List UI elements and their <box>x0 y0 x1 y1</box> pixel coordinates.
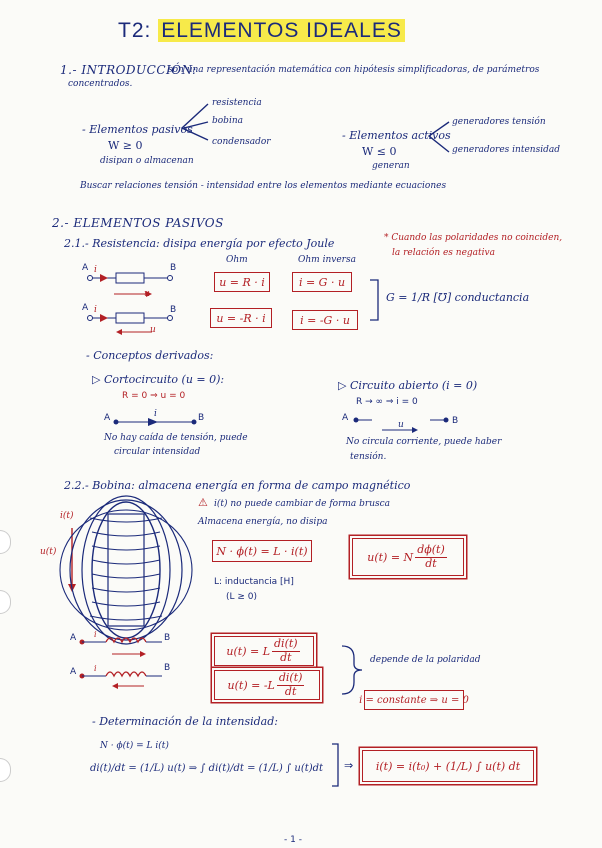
passive-note: disipan o almacenan <box>100 156 194 166</box>
passive-brace <box>180 100 210 144</box>
intro-text-1: son una representación matemática con hipótesis simplificadoras, de parámetros <box>168 65 540 75</box>
open-circuit-diagram <box>342 412 472 434</box>
open-circuit-note-1: No circula corriente, puede haber <box>346 437 502 447</box>
passive-item-resistance: resistencia <box>212 98 262 108</box>
passive-label: - Elementos pasivos <box>82 123 193 136</box>
voltage-label: u <box>150 325 156 335</box>
active-item-current: generadores intensidad <box>452 145 560 155</box>
svg-text:A: A <box>70 633 77 643</box>
conductance-definition: G = 1/R [℧] conductancia <box>386 291 530 304</box>
title-prefix: T2: <box>118 19 152 42</box>
derivation-bracket <box>330 742 342 790</box>
binder-hole <box>0 530 11 554</box>
resistance-heading: 2.1.- Resistencia: disipa energía por efecto Joule <box>64 237 335 250</box>
svg-text:A: A <box>342 413 349 423</box>
open-circuit-equation: R → ∞ ⇒ i = 0 <box>356 397 418 407</box>
node-a-label: A <box>82 263 89 273</box>
flux-equation: N · ϕ(t) = L · i(t) <box>212 540 312 562</box>
dphi-denominator: dt <box>425 556 437 570</box>
short-circuit-diagram <box>104 410 214 430</box>
di-denominator: dt <box>284 684 297 698</box>
passives-heading: 2.- ELEMENTOS PASIVOS <box>52 216 224 230</box>
svg-text:u: u <box>398 420 404 430</box>
di-numerator: di(t) <box>278 671 303 685</box>
binder-hole <box>0 590 11 614</box>
eq-ohm-inverse-negative: i = -G · u <box>292 310 358 330</box>
warning-icon: ⚠ <box>198 496 208 509</box>
polarity-brace <box>340 644 364 696</box>
ohm-label: Ohm <box>226 255 248 265</box>
svg-text:B: B <box>452 416 459 426</box>
coil-eq-positive <box>214 636 314 666</box>
constant-current-note: i = constante ⇒ u = 0 <box>364 690 464 710</box>
implies-arrow: ⇒ <box>344 759 354 772</box>
coil-warning: i(t) no puede cambiar de forma brusca <box>214 499 391 509</box>
current-label: i <box>94 265 97 275</box>
coil-circuit-diagrams <box>70 630 180 690</box>
short-circuit-equation: R = 0 ⇒ u = 0 <box>122 391 186 401</box>
derivation-step-1: N · ϕ(t) = L i(t) <box>100 741 169 751</box>
open-circuit-note-2: tensión. <box>350 452 387 462</box>
node-b-label: B <box>170 263 177 273</box>
voltage-label: u <box>144 289 150 299</box>
short-circuit-title: ▷ Cortocircuito (u = 0): <box>92 373 225 386</box>
page-number: - 1 - <box>284 835 302 845</box>
coil-eq-positive-lhs: u(t) = L <box>226 644 271 658</box>
svg-text:i: i <box>94 664 97 673</box>
resistance-note-1: * Cuando las polaridades no coinciden, <box>384 233 563 243</box>
node-a-label: A <box>82 303 89 313</box>
coil-heading: 2.2.- Bobina: almacena energía en forma de campo magnético <box>64 479 411 492</box>
dphi-numerator: dϕ(t) <box>417 543 445 557</box>
eq-ohm-inverse: i = G · u <box>292 272 352 292</box>
coil-eq-negative <box>214 670 320 700</box>
coil-voltage-flux-lhs: u(t) = N <box>367 550 414 564</box>
coil-stores-energy: Almacena energía, no disipa <box>198 517 328 527</box>
conductance-bracket <box>368 278 382 324</box>
active-label: - Elementos activos <box>342 129 451 142</box>
dphi-dt-fraction <box>415 544 447 569</box>
inductance-condition: (L ≥ 0) <box>226 592 258 602</box>
svg-text:B: B <box>198 413 205 423</box>
eq-ohm-negative: u = -R · i <box>210 308 272 328</box>
coil-drawing <box>60 496 196 644</box>
intro-goal: Buscar relaciones tensión - intensidad entre los elementos mediante ecuaciones <box>80 181 447 191</box>
svg-text:i: i <box>154 409 157 419</box>
coil-eq-negative-lhs: u(t) = -L <box>227 678 275 692</box>
di-dt-fraction <box>272 638 300 663</box>
intro-heading: 1.- INTRODUCCIÓN: <box>60 63 197 77</box>
eq-ohm: u = R · i <box>214 272 270 292</box>
active-condition: W ≤ 0 <box>362 145 397 158</box>
coil-current-label: i(t) <box>60 511 74 521</box>
page-title <box>118 20 405 41</box>
di-denominator: dt <box>280 650 292 664</box>
di-dt-fraction <box>277 672 305 697</box>
current-label: i <box>94 305 97 315</box>
current-determination-heading: - Determinación de la intensidad: <box>92 715 278 728</box>
svg-text:B: B <box>164 663 171 673</box>
resistor-diagram-2 <box>86 305 186 342</box>
short-circuit-note-1: No hay caída de tensión, puede <box>104 433 248 443</box>
passive-condition: W ≥ 0 <box>108 139 143 152</box>
active-brace <box>425 118 451 158</box>
passive-item-coil: bobina <box>212 116 243 126</box>
node-b-label: B <box>170 305 177 315</box>
binder-hole <box>0 758 11 782</box>
current-result-equation: i(t) = i(t₀) + (1/L) ∫ u(t) dt <box>362 750 534 782</box>
svg-text:A: A <box>104 413 111 423</box>
resistor-diagram-1 <box>86 265 186 302</box>
resistance-note-2: la relación es negativa <box>392 248 495 258</box>
svg-text:B: B <box>164 633 171 643</box>
short-circuit-note-2: circular intensidad <box>114 447 201 457</box>
inductance-definition: L: inductancia [H] <box>214 577 294 587</box>
coil-voltage-label: u(t) <box>40 547 57 557</box>
derivation-step-2: di(t)/dt = (1/L) u(t) ⇒ ∫ di(t)/dt = (1/L) ∫ u(t)dt <box>90 763 324 774</box>
passive-item-capacitor: condensador <box>212 137 271 147</box>
active-item-voltage: generadores tensión <box>452 117 546 127</box>
svg-text:i: i <box>94 630 97 639</box>
polarity-note: depende de la polaridad <box>370 655 481 665</box>
ohm-inverse-label: Ohm inversa <box>298 255 356 265</box>
svg-text:A: A <box>70 667 77 677</box>
derived-concepts-heading: - Conceptos derivados: <box>86 349 214 362</box>
intro-text-2: concentrados. <box>68 79 133 89</box>
title-main: ELEMENTOS IDEALES <box>158 19 405 42</box>
di-numerator: di(t) <box>274 637 298 651</box>
active-note: generan <box>372 161 410 171</box>
open-circuit-title: ▷ Circuito abierto (i = 0) <box>338 379 478 392</box>
coil-voltage-flux-equation <box>352 538 464 576</box>
